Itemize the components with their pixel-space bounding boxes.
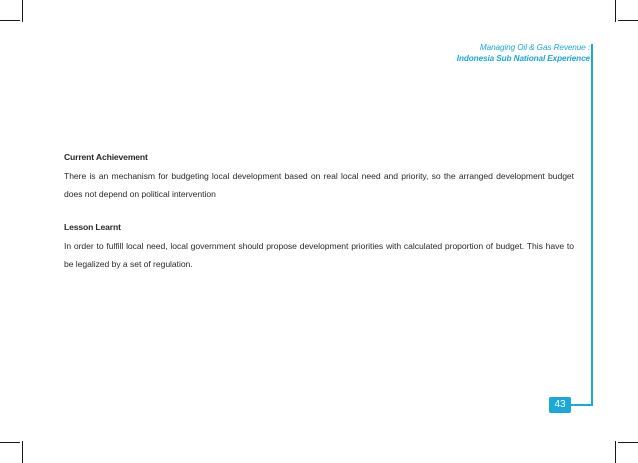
crop-mark-top-left-vertical bbox=[22, 0, 23, 22]
header-subtitle: Indonesia Sub National Experience bbox=[456, 54, 590, 63]
section-heading: Lesson Learnt bbox=[64, 222, 121, 232]
crop-mark-top-right-horizontal bbox=[618, 20, 638, 21]
crop-mark-top-right-vertical bbox=[615, 0, 616, 22]
section-body: There is an mechanism for budgeting local development based on real local need and priority, so the arranged development budget does not depend on political intervention bbox=[64, 171, 574, 199]
header-title: Managing Oil & Gas Revenue : bbox=[479, 43, 590, 52]
page-number-badge: 43 bbox=[549, 397, 571, 413]
section-lesson-learnt bbox=[64, 221, 574, 273]
section-current-achievement bbox=[64, 151, 574, 203]
crop-mark-bottom-left-horizontal bbox=[0, 442, 20, 443]
running-header bbox=[457, 42, 590, 64]
crop-mark-bottom-right-vertical bbox=[615, 441, 616, 463]
margin-rule-horizontal bbox=[571, 404, 593, 406]
margin-rule-vertical bbox=[591, 44, 593, 406]
crop-mark-bottom-right-horizontal bbox=[618, 442, 638, 443]
section-body: In order to fulfill local need, local government should propose development priorities with calculated proportion of budget. This have to be legalized by a set of regulation. bbox=[64, 241, 574, 269]
section-heading: Current Achievement bbox=[64, 152, 148, 162]
crop-mark-top-left-horizontal bbox=[0, 20, 20, 21]
crop-mark-bottom-left-vertical bbox=[22, 441, 23, 463]
